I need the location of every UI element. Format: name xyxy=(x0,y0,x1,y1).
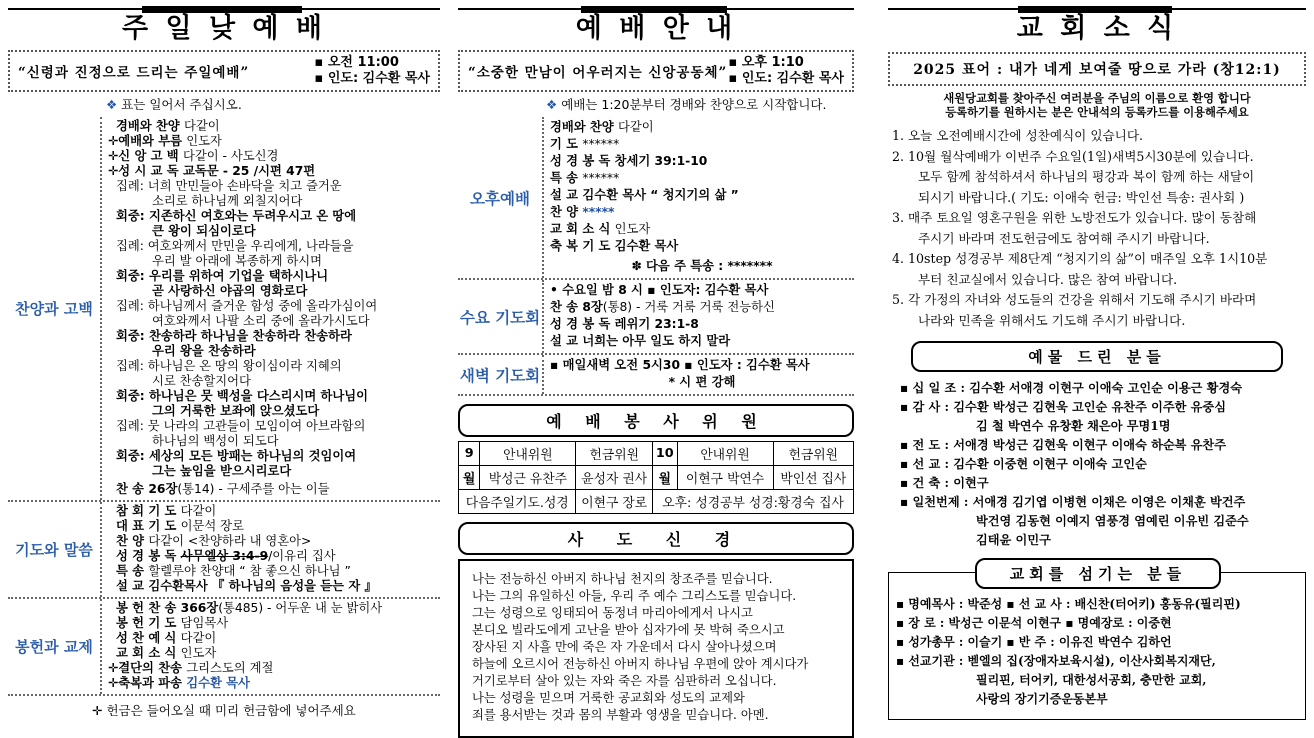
text-line: 김 철 박연수 유창환 채은아 무명1명 xyxy=(976,419,1171,433)
text-line: 필리핀, 터어키, 대한성서공회, 충만한 교회, xyxy=(976,673,1207,687)
stand-note: ❖ 표는 일어서 주십시오. xyxy=(106,97,242,112)
text-line: ▪ 전 도 : 서애경 박성근 김현욱 이현구 이애숙 하순복 유찬주 xyxy=(900,438,1226,452)
text-line: 성 경 봉 독 사무엘상 3:4-9/이유리 집사 xyxy=(116,549,336,563)
text-line: ▪ 십 일 조 : 김수환 서애경 이현구 이애숙 고인순 이용근 황경숙 xyxy=(900,381,1242,395)
service-leader: ▪ 인도: 김수환 목사 xyxy=(314,71,430,86)
text-line: ✛성 시 교 독 교독문 - 25 /시편 47편 xyxy=(108,164,316,178)
welcome-line-2: 등록하기를 원하시는 분은 안내석의 등록카드를 이용해주세요 xyxy=(945,105,1249,119)
text-line: 회중: 찬송하라 하나님을 찬송하라 찬송하라 xyxy=(116,329,352,343)
month-cell: 10 xyxy=(653,442,677,466)
motto-box xyxy=(8,50,440,92)
text-line: 설 교 김수환목사 『 하나님의 음성을 듣는 자 』 xyxy=(116,579,377,593)
motto-quote: “소중한 만남이 어우러지는 신앙공동체” xyxy=(468,65,728,81)
name-cell: 이현구 박연수 xyxy=(677,466,773,490)
title-rule xyxy=(888,8,1306,10)
section-wednesday-prayer xyxy=(458,278,854,353)
motto-box xyxy=(458,50,854,92)
text-line: 하늘에 오르시어 전능하신 아버지 하나님 우편에 앉아 계시다가 xyxy=(472,657,809,671)
text-line: ▪ 감 사 : 김수환 박성근 김현욱 고인순 유찬주 이주한 유중심 xyxy=(900,400,1226,414)
text-line: 되시기 바랍니다.( 기도: 이애숙 헌금: 박인선 특송: 권사회 ) xyxy=(918,189,1245,205)
afternoon-cell: 오후: 성경공부 성경:황경숙 집사 xyxy=(653,490,854,514)
column-title: 교 회 소 식 xyxy=(1016,13,1178,44)
text-line: ▪ 장 로 : 박성근 이문석 이현구 ▪ 명예장로 : 이중현 xyxy=(896,616,1172,630)
service-time: ▪ 오후 1:10 xyxy=(728,55,804,70)
column-title: 주 일 낮 예 배 xyxy=(121,13,326,44)
text-line: 집례: 여호와께서 만민을 우리에게, 나라들을 xyxy=(116,239,354,253)
text-line: 회중: 지존하신 여호와는 두려우시고 온 땅에 xyxy=(116,209,357,223)
text-line: 소리로 하나님께 외칠지어다 xyxy=(152,194,303,208)
table-row xyxy=(459,490,854,514)
diamond-icon: ❖ xyxy=(546,97,558,112)
section-lines xyxy=(542,280,854,353)
name-cell: 이현구 장로 xyxy=(576,490,653,514)
text-line: 우리 발 아래에 복종하게 하시며 xyxy=(152,254,323,268)
gifts-list xyxy=(888,379,1306,550)
church-news-column xyxy=(888,8,1306,720)
text-line: 부터 친교실에서 있습니다. 많은 참여 바랍니다. xyxy=(918,271,1178,287)
text-line: ✽ 다음 주 특송 : ******* xyxy=(631,259,773,273)
servers-table xyxy=(458,441,854,514)
welcome-line-1: 새원당교회를 찾아주신 여러분을 주님의 이름으로 환영 합니다 xyxy=(943,91,1251,105)
text-line: 장사된 지 사흘 만에 죽은 자 가운데서 다시 살아나셨으며 xyxy=(472,640,777,654)
offering-footnote: ✛ 헌금은 들어오실 때 미리 헌금함에 넣어주세요 xyxy=(92,703,356,718)
text-line: 나는 성령을 믿으며 거룩한 공교회와 성도의 교제와 xyxy=(472,691,745,705)
name-cell: 윤성자 권사 xyxy=(576,466,653,490)
text-line: 성 경 봉 독 레위기 23:1-8 xyxy=(550,317,699,331)
text-line: 거기로부터 살아 있는 자와 죽은 자를 심판하러 오십니다. xyxy=(472,674,777,688)
servants-list xyxy=(896,595,1300,709)
header-cell: 안내위원 xyxy=(480,442,576,466)
text-line: 나라와 민족을 위해서도 기도해 주시기 바랍니다. xyxy=(918,312,1186,328)
text-line: 5. 각 가정의 자녀와 성도들의 건강을 위해서 기도해 주시기 바라며 xyxy=(892,292,1257,307)
text-line: 설 교 김수환 목사 “ 청지기의 삶 ” xyxy=(550,188,739,202)
section-lines xyxy=(542,117,854,278)
text-line: 찬 양 ***** xyxy=(550,205,615,219)
text-line: 그의 거룩한 보좌에 앉으셨도다 xyxy=(152,404,320,418)
text-line: 본디오 빌라도에게 고난을 받아 십자가에 못 박혀 죽으시고 xyxy=(472,623,785,637)
text-line: 4. 10step 성경공부 제8단계 “청지기의 삶”이 매주일 오후 1시10분 xyxy=(892,251,1268,266)
text-line: ▪ 일천번제 : 서애경 김기엽 이병현 이채은 이영은 이채훈 박건주 xyxy=(900,495,1246,509)
sunday-service-column xyxy=(8,8,440,719)
text-line: • 수요일 밤 8 시 ▪ 인도자: 김수환 목사 xyxy=(550,283,769,297)
text-line: 나는 그의 유일하신 아들, 우리 주 예수 그리스도를 믿습니다. xyxy=(472,589,797,603)
text-line: 죄를 용서받는 것과 몸의 부활과 영생을 믿습니다. 아멘. xyxy=(472,708,769,722)
text-line: 모두 함께 참석하셔서 하나님의 평강과 복이 함께 하는 새달이 xyxy=(918,169,1255,184)
text-line: 곧 사랑하신 야곱의 영화로다 xyxy=(152,284,308,298)
text-line: 참 회 기 도 다같이 xyxy=(116,504,217,518)
service-time-leader xyxy=(729,55,845,87)
text-line: 설 교 너희는 아무 일도 하지 말라 xyxy=(550,334,731,348)
title-rule-thick xyxy=(581,6,728,13)
text-line: 회중: 하나님은 뭇 백성을 다스리시며 하나님이 xyxy=(116,389,369,403)
title-rule xyxy=(8,8,440,10)
diamond-icon: ❖ xyxy=(106,97,118,112)
servants-title: 교회를 섬기는 분들 xyxy=(975,558,1221,589)
text-line: 사랑의 장기기증운동본부 xyxy=(976,692,1108,706)
text-line: 여호와께서 나팔 소리 중에 올라가시도다 xyxy=(152,314,370,328)
header-cell: 헌금위원 xyxy=(576,442,653,466)
text-line: 주시기 바라며 전도헌금에도 참여해 주시기 바랍니다. xyxy=(918,230,1210,246)
text-line: 교 회 소 식 인도자 xyxy=(550,222,651,236)
text-line: 2. 10월 월삭예배가 이번주 수요일(1일)새벽5시30분에 있습니다. xyxy=(892,148,1254,164)
title-rule xyxy=(458,8,854,10)
section-label: 새벽 기도회 xyxy=(459,366,541,385)
services-list xyxy=(458,117,854,396)
text-line: 김태윤 이민구 xyxy=(976,533,1051,547)
motto-quote: “신령과 진정으로 드리는 주일예배” xyxy=(18,65,250,81)
month-cell: 월 xyxy=(459,466,480,490)
gifts-title: 예물 드린 분들 xyxy=(911,341,1283,372)
text-line: 3. 매주 토요일 영혼구원을 위한 노방전도가 있습니다. 많이 동참해 xyxy=(892,210,1257,225)
text-line: 특 송 할렐루야 찬양대 “ 참 좋으신 하나님 ” xyxy=(116,564,351,578)
text-line: 그는 높임을 받으시리로다 xyxy=(152,464,292,478)
header-cell: 헌금위원 xyxy=(773,442,853,466)
text-line: 봉 헌 기 도 담임목사 xyxy=(116,616,229,630)
servants-box xyxy=(888,565,1306,720)
column-title: 예 배 안 내 xyxy=(575,13,737,44)
text-line: 대 표 기 도 이문석 장로 xyxy=(116,519,244,533)
title-rule-thick xyxy=(1018,6,1173,13)
text-line: 그는 성령으로 잉태되어 동정녀 마리아에게서 나시고 xyxy=(472,606,753,620)
text-line: 성 찬 예 식 다같이 xyxy=(116,631,217,645)
start-note: ❖ 예배는 1:20분부터 경배와 찬양으로 시작합니다. xyxy=(546,97,827,112)
text-line: 특 송 ****** xyxy=(550,171,620,185)
section-praise-confession xyxy=(8,117,440,500)
text-line: ▪ 명예목사 : 박준성 ▪ 선 교 사 : 배신찬(터어키) 홍동유(필리핀) xyxy=(896,597,1241,611)
text-line: ✛축복과 파송 김수환 목사 xyxy=(108,676,250,690)
text-line: ✛예배와 부름 인도자 xyxy=(108,134,222,148)
section-lines xyxy=(100,502,440,597)
table-row xyxy=(459,466,854,490)
text-line: 찬 양 다같이 <찬양하라 내 영혼아> xyxy=(116,534,312,548)
service-time: ▪ 오전 11:00 xyxy=(314,55,399,70)
service-leader: ▪ 인도: 김수환 목사 xyxy=(728,71,844,86)
text-line: 하나님의 백성이 되도다 xyxy=(152,434,279,448)
text-line: 교 회 소 식 인도자 xyxy=(116,646,217,660)
text-line: ▪ 매일새벽 오전 5시30 ▪ 인도자 : 김수환 목사 xyxy=(550,358,810,372)
text-line: * 시 편 강해 xyxy=(668,375,736,389)
title-rule-thick xyxy=(142,6,302,13)
section-lines xyxy=(100,117,440,500)
text-line: 회중: 우리를 위하여 기업을 택하시나니 xyxy=(116,269,329,283)
name-cell: 박인선 집사 xyxy=(773,466,853,490)
section-label: 오후예배 xyxy=(470,189,530,208)
month-cell: 9 xyxy=(459,442,480,466)
text-line: 집례: 너희 만민들아 손바닥을 치고 즐거운 xyxy=(116,179,342,193)
text-line: 나는 전능하신 아버지 하나님 천지의 창조주를 믿습니다. xyxy=(472,572,773,586)
text-line: 봉 헌 찬 송 366장(통485) - 어두운 내 눈 밝히사 xyxy=(116,601,383,615)
text-line: 회중: 세상의 모든 방패는 하나님의 것임이여 xyxy=(116,449,357,463)
apostles-creed xyxy=(458,559,854,738)
text-line: 집례: 하나님은 온 땅의 왕이심이라 지혜의 xyxy=(116,359,342,373)
text-line: 시로 찬송할지어다 xyxy=(152,374,251,388)
text-line: ▪ 선교기관 : 벧엘의 집(장애자보육시설), 이산사회복지재단, xyxy=(896,654,1216,668)
section-prayer-word xyxy=(8,500,440,597)
worship-guide-column xyxy=(458,8,854,738)
text-line: 박건영 김동현 이예지 염풍경 염예린 이유빈 김준수 xyxy=(976,514,1249,528)
year-motto-box: 2025 표어 : 내가 네게 보여줄 땅으로 가라 (창12:1) xyxy=(888,52,1306,86)
text-line: 성 경 봉 독 창세기 39:1-10 xyxy=(550,154,708,168)
announcements xyxy=(888,126,1306,331)
next-week-cell: 다음주일기도.성경 xyxy=(459,490,576,514)
table-row xyxy=(459,442,854,466)
order-of-worship xyxy=(8,117,440,696)
text-line: ▪ 성가총무 : 이슬기 ▪ 반 주 : 이유진 박연수 김하언 xyxy=(896,635,1172,649)
text-line: 우리 왕을 찬송하라 xyxy=(152,344,256,358)
text-line: 집례: 뭇 나라의 고관들이 모임이여 아브라함의 xyxy=(116,419,366,433)
text-line: ✛신 앙 고 백 다같이 - 사도신경 xyxy=(108,149,279,163)
section-dawn-prayer xyxy=(458,353,854,394)
text-line: 1. 오늘 오전예배시간에 성찬예식이 있습니다. xyxy=(892,128,1144,143)
text-line: 집례: 하나님께서 즐거운 함성 중에 올라가심이여 xyxy=(116,299,378,313)
text-line: ✛결단의 찬송 그리스도의 계절 xyxy=(108,661,274,675)
section-label: 찬양과 고백 xyxy=(15,300,93,318)
section-label: 기도와 말씀 xyxy=(15,541,93,559)
name-cell: 박성근 유찬주 xyxy=(480,466,576,490)
section-label: 수요 기도회 xyxy=(459,308,541,327)
section-label: 봉헌과 교제 xyxy=(15,638,93,656)
text-line: 찬 송 26장(통14) - 구세주를 아는 이들 xyxy=(116,482,330,496)
month-cell: 월 xyxy=(653,466,677,490)
text-line: 찬 송 8장(통8) - 거룩 거룩 거룩 전능하신 xyxy=(550,300,775,314)
text-line: 경배와 찬양 다같이 xyxy=(116,119,220,133)
text-line: 경배와 찬양 다같이 xyxy=(550,120,654,134)
section-lines xyxy=(542,355,854,394)
text-line: 기 도 ****** xyxy=(550,137,620,151)
section-offering-fellowship xyxy=(8,597,440,694)
section-lines xyxy=(100,599,440,694)
text-line: ▪ 건 축 : 이현구 xyxy=(900,476,989,490)
service-time-leader xyxy=(315,55,431,87)
header-cell: 안내위원 xyxy=(677,442,773,466)
text-line: ▪ 선 교 : 김수환 이중현 이현구 이애숙 고인순 xyxy=(900,457,1147,471)
creed-title: 사 도 신 경 xyxy=(458,522,854,555)
text-line: 큰 왕이 되심이로다 xyxy=(152,224,256,238)
servers-title: 예 배 봉 사 위 원 xyxy=(458,404,854,437)
section-afternoon-service xyxy=(458,117,854,278)
text-line: 축 복 기 도 김수환 목사 xyxy=(550,239,679,253)
